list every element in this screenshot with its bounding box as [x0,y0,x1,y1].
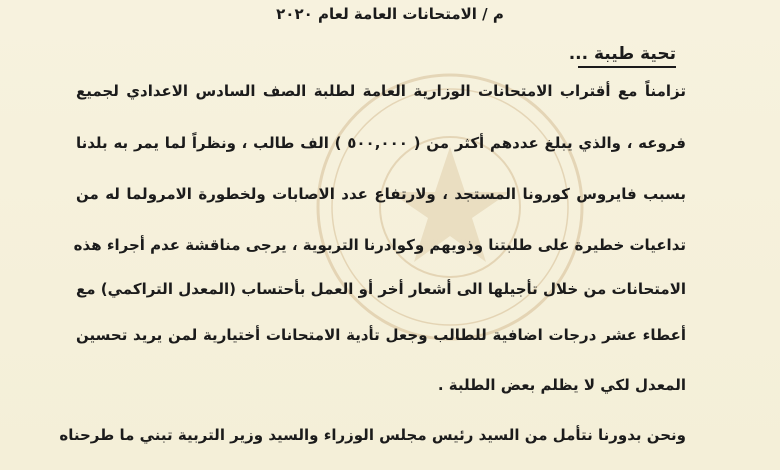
body-line: المعدل لكي لا يظلم بعض الطلبة . [437,376,686,394]
greeting-underline [578,66,676,68]
body-line: أعطاء عشر درجات اضافية للطالب وجعل تأدية الامتحانات أختيارية لمن يريد تحسين [76,326,686,344]
greeting-text: تحية طيبة ... [568,44,676,64]
body-line: فروعه ، والذي يبلغ عددهم أكثر من ( ٥٠٠,٠٠٠ ) الف طالب ، ونظراً لما يمر به بلدنا [76,134,686,152]
body-line: بسبب فايروس كورونا المستجد ، ولارتفاع عدد الاصابات ولخطورة الامرولما له من [76,185,686,203]
body-line: تداعيات خطيرة على طلبتنا وذويهم وكوادرنا التربوية ، يرجى مناقشة عدم أجراء هذه [73,236,686,254]
body-line: الامتحانات من خلال تأجيلها الى أشعار أخر أو العمل بأحتساب (المعدل التراكمي) مع [76,280,686,298]
body-line: ونحن بدورنا نتأمل من السيد رئيس مجلس الوزراء والسيد وزير التربية تبني ما طرحناه [59,426,686,444]
body-line: تزامناً مع أقتراب الامتحانات الوزارية العامة لطلبة الصف السادس الاعدادي لجميع [76,82,686,100]
subject-heading: م / الامتحانات العامة لعام ٢٠٢٠ [276,5,504,23]
